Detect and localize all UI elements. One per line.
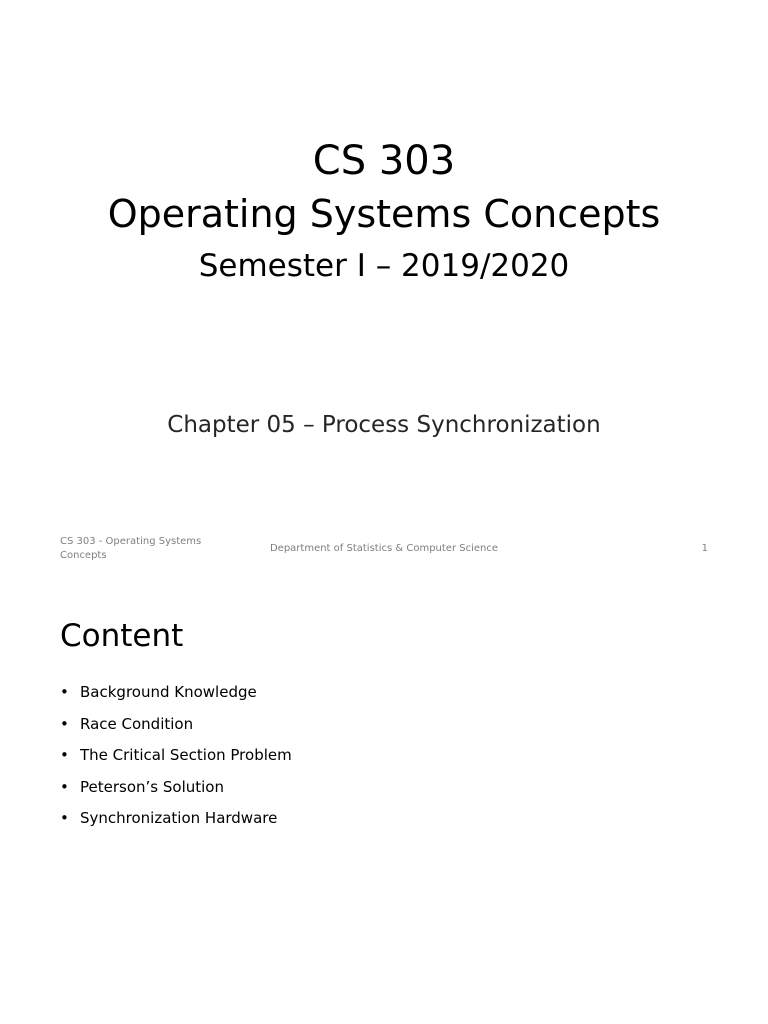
list-item-label: Synchronization Hardware [80,809,278,827]
chapter-title: Chapter 05 – Process Synchronization [167,412,601,438]
bullet-icon: • [60,746,69,764]
content-list [60,680,292,838]
course-name: Operating Systems Concepts [107,192,661,236]
course-code: CS 303 [312,138,456,184]
list-item [60,806,292,838]
bullet-icon: • [60,809,69,827]
list-item [60,775,292,807]
bullet-icon: • [60,683,69,701]
content-slide [0,576,768,1024]
bullet-icon: • [60,714,69,733]
list-item-label: Peterson’s Solution [80,777,224,796]
list-item-label: Background Knowledge [80,683,257,701]
list-item [60,712,292,744]
list-item-label: Race Condition [80,714,194,733]
slide-page-number: 1 [701,543,708,554]
list-item [60,680,292,712]
content-heading: Content [60,618,184,654]
footer-course: CS 303 - Operating Systems Concepts [60,536,202,561]
semester-label: Semester I – 2019/2020 [198,248,570,284]
list-item [60,743,292,775]
footer-department: Department of Statistics & Computer Science [269,543,499,554]
list-item-label: The Critical Section Problem [80,746,292,764]
bullet-icon: • [60,777,69,796]
